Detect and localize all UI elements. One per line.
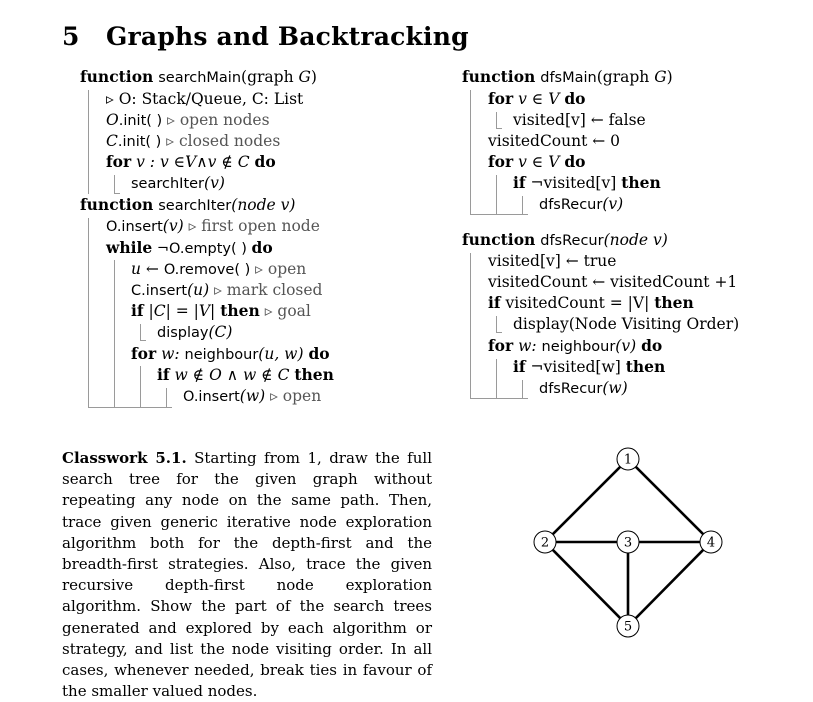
search-iter-call-line: searchIter(v) bbox=[131, 174, 225, 192]
display-order-line: display(Node Visiting Order) bbox=[513, 315, 740, 333]
block-rule bbox=[522, 380, 523, 398]
block-rule bbox=[88, 218, 89, 407]
dfs-neighbour-loop-line: for w: neighbour(v) do bbox=[488, 336, 663, 355]
graph-node-3 bbox=[617, 531, 639, 553]
neighbour-loop-line: for w: neighbour(u, w) do bbox=[131, 344, 330, 363]
dfs-recur-signature: function dfsRecur(node v) bbox=[462, 230, 668, 249]
block-rule bbox=[470, 214, 528, 215]
not-visited-check-line: if ¬visited[v] then bbox=[513, 173, 661, 192]
remove-line: u ← O.remove( ) ▹ open bbox=[131, 260, 307, 278]
block-rule bbox=[140, 340, 146, 341]
block-rule bbox=[114, 193, 120, 194]
visited-count-init-line: visitedCount ← 0 bbox=[488, 132, 621, 150]
classwork-label: Classwork 5.1. bbox=[62, 449, 187, 467]
neighbour-insert-line: O.insert(w) ▹ open bbox=[183, 387, 322, 405]
block-rule bbox=[140, 324, 141, 340]
dfs-main-signature: function dfsMain(graph G) bbox=[462, 67, 673, 86]
dfs-main-for-line: for v ∈ V do bbox=[488, 89, 586, 108]
goal-check-line: if |C| = |V| then ▹ goal bbox=[131, 301, 311, 320]
search-main-comment-line: ▹ O: Stack/Queue, C: List bbox=[106, 90, 304, 108]
section-title: Graphs and Backtracking bbox=[106, 22, 469, 51]
block-rule bbox=[140, 366, 141, 407]
block-rule bbox=[522, 196, 523, 214]
section-number: 5 bbox=[62, 22, 80, 51]
node-label: 2 bbox=[540, 535, 550, 551]
edge-2-5 bbox=[553, 550, 621, 618]
dfs-main-second-for-line: for v ∈ V do bbox=[488, 152, 586, 171]
block-rule bbox=[470, 398, 528, 399]
recursive-call-line: dfsRecur(w) bbox=[539, 379, 628, 397]
node-label: 5 bbox=[623, 619, 633, 635]
block-rule bbox=[88, 407, 172, 408]
closed-insert-line: C.insert(u) ▹ mark closed bbox=[131, 281, 323, 299]
visited-true-line: visited[v] ← true bbox=[488, 252, 617, 270]
display-line: display(C) bbox=[157, 323, 233, 341]
node-label: 1 bbox=[623, 452, 633, 468]
graph-node-1 bbox=[617, 448, 639, 470]
graph-node-5 bbox=[617, 615, 639, 637]
block-rule bbox=[496, 316, 497, 332]
edge-1-2 bbox=[553, 467, 620, 534]
search-iter-signature: function searchIter(node v) bbox=[80, 195, 296, 214]
block-rule bbox=[114, 260, 115, 407]
while-line: while ¬O.empty( ) do bbox=[106, 238, 273, 257]
block-rule bbox=[88, 90, 89, 194]
neighbour-not-visited-line: if ¬visited[w] then bbox=[513, 357, 666, 376]
visited-count-increment-line: visitedCount ← visitedCount +1 bbox=[488, 273, 738, 291]
closed-init-line: C.init( ) ▹ closed nodes bbox=[106, 132, 281, 150]
section-heading bbox=[62, 22, 469, 51]
block-rule bbox=[496, 112, 497, 128]
block-rule bbox=[166, 388, 167, 407]
block-rule bbox=[496, 175, 497, 214]
edge-1-4 bbox=[636, 467, 703, 534]
classwork-text: Starting from 1, draw the full search tree for the given graph without repeating any node on the same path. Then, trace given generic iterative node exploration algorithm both for the depth-first and the breadth-first strategies. Also, trace the given recursive depth-first node exploration algorithm. Show the part of the search trees generated and explored by each algorithm or strategy, and list the node visiting order. In all cases, whenever needed, break ties in favour of the smaller valued nodes. bbox=[62, 449, 432, 701]
classwork-paragraph bbox=[62, 448, 432, 702]
graph-node-4 bbox=[700, 531, 722, 553]
search-main-signature: function searchMain(graph G) bbox=[80, 67, 317, 86]
block-rule bbox=[496, 128, 502, 129]
block-rule bbox=[496, 359, 497, 398]
block-rule bbox=[470, 90, 471, 214]
visited-count-check-line: if visitedCount = |V| then bbox=[488, 293, 694, 312]
node-label: 3 bbox=[623, 535, 633, 551]
node-label: 4 bbox=[706, 535, 716, 551]
open-init-line: O.init( ) ▹ open nodes bbox=[106, 111, 270, 129]
graph-node-2 bbox=[534, 531, 556, 553]
block-rule bbox=[114, 175, 115, 193]
first-insert-line: O.insert(v) ▹ first open node bbox=[106, 217, 320, 235]
block-rule bbox=[496, 332, 502, 333]
graph-diagram bbox=[500, 430, 740, 650]
search-main-for-line: for v : v ∈V∧v ∉ C do bbox=[106, 152, 276, 171]
block-rule bbox=[470, 253, 471, 398]
edge-4-5 bbox=[636, 550, 704, 618]
dfs-recur-call-line: dfsRecur(v) bbox=[539, 195, 624, 213]
visited-false-line: visited[v] ← false bbox=[513, 111, 646, 129]
membership-check-line: if w ∉ O ∧ w ∉ C then bbox=[157, 365, 334, 384]
